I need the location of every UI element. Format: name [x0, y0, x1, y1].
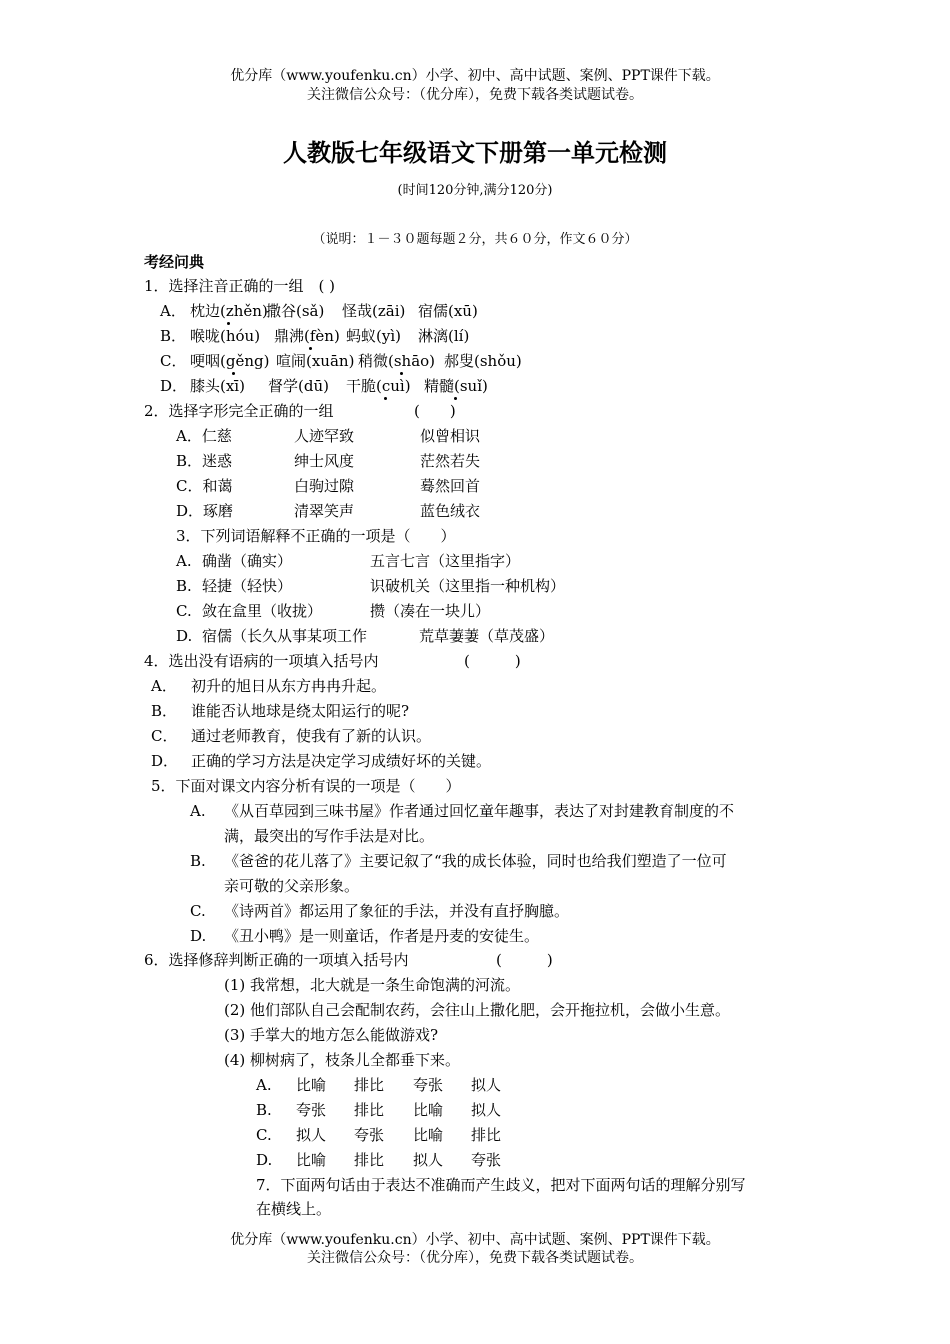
q6-b-col-2: 排比: [354, 1101, 385, 1119]
q5-option-c: [190, 901, 569, 921]
q2-option-d: [176, 501, 480, 521]
q4-a-text: 初升的旭日从东方冉冉升起。: [191, 677, 387, 695]
q6-d-col-4: 夸张: [471, 1151, 502, 1169]
q2-d-col-1: D．琢磨: [176, 502, 234, 520]
q6-a-col-3: 夸张: [413, 1076, 444, 1094]
option-letter: A.: [176, 552, 192, 570]
q4-c-text: 通过老师教育，使我有了新的认识。: [191, 727, 432, 745]
q6-answer-paren: ( ): [496, 951, 553, 969]
q6-option-d: [256, 1150, 501, 1170]
q4-b-text: 谁能否认地球是绕太阳运行的呢?: [191, 702, 410, 720]
q1-option-d: [160, 376, 488, 396]
q4-answer-paren: ( ): [464, 652, 521, 670]
q3-option-b: [176, 576, 565, 596]
q1-c-word-4: 郝叟(shǒu): [444, 352, 522, 370]
q6-option-c: [256, 1125, 501, 1145]
q1-b-word-3: 蚂蚁(yì): [346, 327, 401, 345]
header-line-2: 关注微信公众号：（优分库），免费下载各类试题试卷。: [307, 87, 643, 103]
q6-option-a: [256, 1075, 501, 1095]
q5-b-text-line-1: 《爸爸的花儿落了》主要记叙了“我的成长体验，同时也给我们塑造了一位可: [224, 852, 727, 870]
q6-d-col-3: 拟人: [413, 1151, 444, 1169]
option-letter: B.: [176, 577, 192, 595]
q6-a-col-4: 拟人: [471, 1076, 502, 1094]
q2-b-col-3: 茫然若失: [420, 452, 481, 470]
q6-sentence-4: (4) 柳树病了，枝条儿全都垂下来。: [224, 1051, 461, 1069]
header-line-1: 优分库（www.youfenku.cn）小学、初中、高中试题、案例、PPT课件下载。: [230, 68, 720, 84]
q5-stem: 5．下面对课文内容分析有误的一项是（ ）: [151, 777, 461, 795]
q3-option-c: [176, 601, 490, 621]
q3-a-col-2: 五言七言（这里指字）: [370, 552, 521, 570]
q1-d-word-3: 干脆(cuì): [346, 376, 424, 396]
q3-d-col-1: 宿儒（长久从事某项工作: [202, 627, 368, 645]
q5-option-d: [190, 926, 539, 946]
q6-a-col-1: 比喻: [296, 1076, 327, 1094]
q4-stem-text: 4．选出没有语病的一项填入括号内: [144, 652, 379, 670]
q1-option-b: [160, 326, 469, 346]
q2-option-b: [176, 451, 480, 471]
q4-option-d: [151, 751, 491, 771]
q2-a-col-1: A．仁慈: [176, 427, 232, 445]
instruction-note: （说明：１－３０题每题２分，共６０分，作文６０分）: [312, 232, 638, 247]
option-letter: B.: [256, 1101, 272, 1119]
q6-sentence-1: (1) 我常想，北大就是一条生命饱满的河流。: [224, 976, 521, 994]
q7-stem-line-1: 7．下面两句话由于表达不准确而产生歧义，把对下面两句话的理解分别写: [256, 1176, 746, 1194]
q2-option-c: [176, 476, 480, 496]
q1-a-word-3: 怪哉(zāi): [342, 302, 406, 320]
q6-stem: [144, 950, 553, 970]
q4-d-text: 正确的学习方法是决定学习成绩好坏的关键。: [191, 752, 492, 770]
q1-option-a: [160, 301, 478, 321]
q2-c-col-2: 白驹过隙: [294, 477, 355, 495]
option-letter: B.: [190, 852, 206, 870]
q3-option-a: [176, 551, 520, 571]
q2-stem-text: 2．选择字形完全正确的一组: [144, 402, 334, 420]
q2-c-col-1: C．和蔼: [176, 477, 233, 495]
q2-d-col-2: 清翠笑声: [294, 502, 355, 520]
q4-option-b: [151, 701, 409, 721]
q2-d-col-3: 蓝色绒衣: [420, 502, 481, 520]
q5-b-text-line-2: 亲可敬的父亲形象。: [224, 877, 360, 895]
q5-c-text: 《诗两首》都运用了象征的手法，并没有直抒胸臆。: [224, 902, 570, 920]
option-letter: C.: [176, 602, 192, 620]
q1-b-word-2: 鼎沸(fèn): [274, 326, 346, 346]
q6-d-col-1: 比喻: [296, 1151, 327, 1169]
q4-option-c: [151, 726, 431, 746]
q1-a-word-2: 撒谷(sǎ): [266, 302, 325, 320]
q6-c-col-2: 夸张: [354, 1126, 385, 1144]
q1-a-word-4: 宿儒(xū): [418, 302, 478, 320]
q7-stem-line-2: 在横线上。: [256, 1200, 332, 1218]
option-letter: D．: [160, 377, 188, 395]
q5-d-text: 《丑小鸭》是一则童话，作者是丹麦的安徒生。: [224, 927, 540, 945]
q5-a-text-line-1: 《从百草园到三味书屋》作者通过回忆童年趣事，表达了对封建教育制度的不: [224, 802, 735, 820]
option-letter: C.: [190, 902, 206, 920]
q1-a-word-1: 枕边(zhěn): [190, 302, 268, 320]
option-letter: D.: [176, 627, 193, 645]
q6-c-col-1: 拟人: [296, 1126, 327, 1144]
q3-d-col-2: 荒草萋萋（草茂盛）: [419, 627, 555, 645]
q2-answer-paren: ( ): [414, 402, 456, 420]
q6-option-b: [256, 1100, 501, 1120]
q2-option-a: [176, 426, 480, 446]
option-letter: D．: [151, 752, 179, 770]
q2-b-col-1: B．迷惑: [176, 452, 233, 470]
option-letter: B．: [160, 327, 187, 345]
q1-option-c: [160, 351, 522, 371]
option-letter: B．: [151, 702, 178, 720]
option-letter: A.: [256, 1076, 272, 1094]
q2-c-col-3: 蓦然回首: [420, 477, 481, 495]
q3-stem: 3．下列词语解释不正确的一项是（ ）: [176, 527, 456, 545]
q6-sentence-2: (2) 他们部队自己会配制农药，会往山上撒化肥，会开拖拉机，会做小生意。: [224, 1001, 731, 1019]
q4-option-a: [151, 676, 386, 696]
q1-c-word-3: 稍微(shāo): [358, 351, 444, 371]
option-letter: A．: [160, 302, 186, 320]
option-letter: D.: [190, 927, 207, 945]
q2-a-col-2: 人迹罕致: [294, 427, 355, 445]
footer-line-2: 关注微信公众号：（优分库），免费下载各类试题试卷。: [307, 1250, 643, 1266]
q5-option-b: [190, 851, 727, 871]
q3-b-col-1: 轻捷（轻快）: [202, 577, 293, 595]
q6-c-col-3: 比喻: [413, 1126, 444, 1144]
q4-stem: [144, 651, 521, 671]
option-letter: A．: [151, 677, 177, 695]
q1-b-word-4: 淋漓(lí): [418, 327, 470, 345]
q3-c-col-1: 敛在盒里（收拢）: [202, 602, 323, 620]
q6-b-col-1: 夸张: [296, 1101, 327, 1119]
q2-stem: [144, 401, 456, 421]
q5-option-a: [190, 801, 734, 821]
q2-a-col-3: 似曾相识: [420, 427, 481, 445]
q6-b-col-4: 拟人: [471, 1101, 502, 1119]
q6-a-col-2: 排比: [354, 1076, 385, 1094]
q1-d-word-2: 督学(dū): [268, 377, 329, 395]
q3-b-col-2: 识破机关（这里指一种机构）: [370, 577, 566, 595]
q5-a-text-line-2: 满，最突出的写作手法是对比。: [224, 827, 435, 845]
option-letter: C.: [256, 1126, 272, 1144]
q1-b-word-1: 喉咙(hóu): [190, 327, 261, 345]
q2-b-col-2: 绅士风度: [294, 452, 355, 470]
option-letter: C．: [151, 727, 178, 745]
q1-d-word-4: 精髓(suǐ): [424, 377, 488, 395]
q1-c-word-2: 喧闹(xuān): [276, 352, 355, 370]
footer-line-1: 优分库（www.youfenku.cn）小学、初中、高中试题、案例、PPT课件下载。: [230, 1232, 720, 1248]
section-heading: 考经问典: [144, 253, 205, 271]
q6-stem-text: 6．选择修辞判断正确的一项填入括号内: [144, 951, 409, 969]
q6-b-col-3: 比喻: [413, 1101, 444, 1119]
page-title: 人教版七年级语文下册第一单元检测: [283, 139, 667, 167]
q3-option-d: [176, 626, 554, 646]
option-letter: A.: [190, 802, 206, 820]
option-letter: C．: [160, 352, 187, 370]
option-letter: D.: [256, 1151, 273, 1169]
q3-c-col-2: 攒（凑在一块儿）: [370, 602, 491, 620]
q6-sentence-3: (3) 手掌大的地方怎么能做游戏?: [224, 1026, 439, 1044]
q6-d-col-2: 排比: [354, 1151, 385, 1169]
q1-d-word-1: 膝头(xī): [190, 377, 245, 395]
q3-a-col-1: 确凿（确实）: [202, 552, 293, 570]
time-note: (时间120分钟,满分120分): [397, 183, 553, 198]
q1-stem: 1．选择注音正确的一组 ( ): [144, 277, 336, 295]
q1-c-word-1: 哽咽(gěng): [190, 351, 276, 371]
q6-c-col-4: 排比: [471, 1126, 502, 1144]
